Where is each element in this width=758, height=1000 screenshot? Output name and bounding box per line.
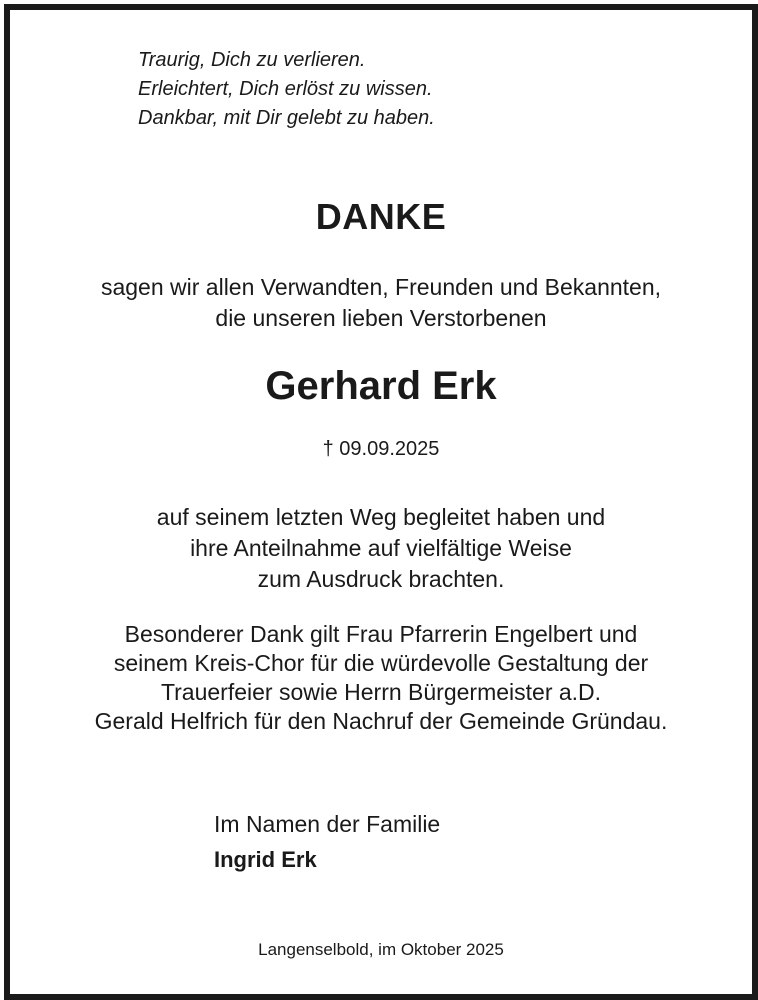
paragraph-line: Gerald Helfrich für den Nachruf der Gemeinde Gründau. <box>94 708 668 734</box>
paragraph-line: zum Ausdruck brachten. <box>257 566 505 592</box>
special-thanks-paragraph <box>10 620 752 736</box>
poem <box>138 46 435 133</box>
paragraph-line: Besonderer Dank gilt Frau Pfarrerin Engelbert und <box>124 621 638 647</box>
place-and-date: Langenselbold, im Oktober 2025 <box>258 940 504 959</box>
poem-line: Erleichtert, Dich erlöst zu wissen. <box>138 78 433 100</box>
signoff <box>214 807 440 877</box>
intro-text <box>10 272 752 334</box>
notice-frame <box>4 4 758 1000</box>
poem-line: Dankbar, mit Dir gelebt zu haben. <box>138 107 435 129</box>
deceased-name: Gerhard Erk <box>265 364 497 408</box>
death-date: † 09.09.2025 <box>322 438 440 460</box>
paragraph-line: auf seinem letzten Weg begleitet haben und <box>156 504 606 530</box>
thanks-paragraph <box>10 502 752 595</box>
intro-line: sagen wir allen Verwandten, Freunden und Bekannten, <box>100 274 662 300</box>
intro-line: die unseren lieben Verstorbenen <box>215 305 547 331</box>
poem-line: Traurig, Dich zu verlieren. <box>138 49 366 71</box>
signer-name: Ingrid Erk <box>214 847 317 872</box>
paragraph-line: ihre Anteilnahme auf vielfältige Weise <box>190 535 572 561</box>
paragraph-line: seinem Kreis-Chor für die würdevolle Gestaltung der <box>113 650 649 676</box>
paragraph-line: Trauerfeier sowie Herrn Bürgermeister a.D. <box>160 679 602 705</box>
signoff-phrase: Im Namen der Familie <box>214 811 441 837</box>
notice-title: DANKE <box>315 196 447 237</box>
